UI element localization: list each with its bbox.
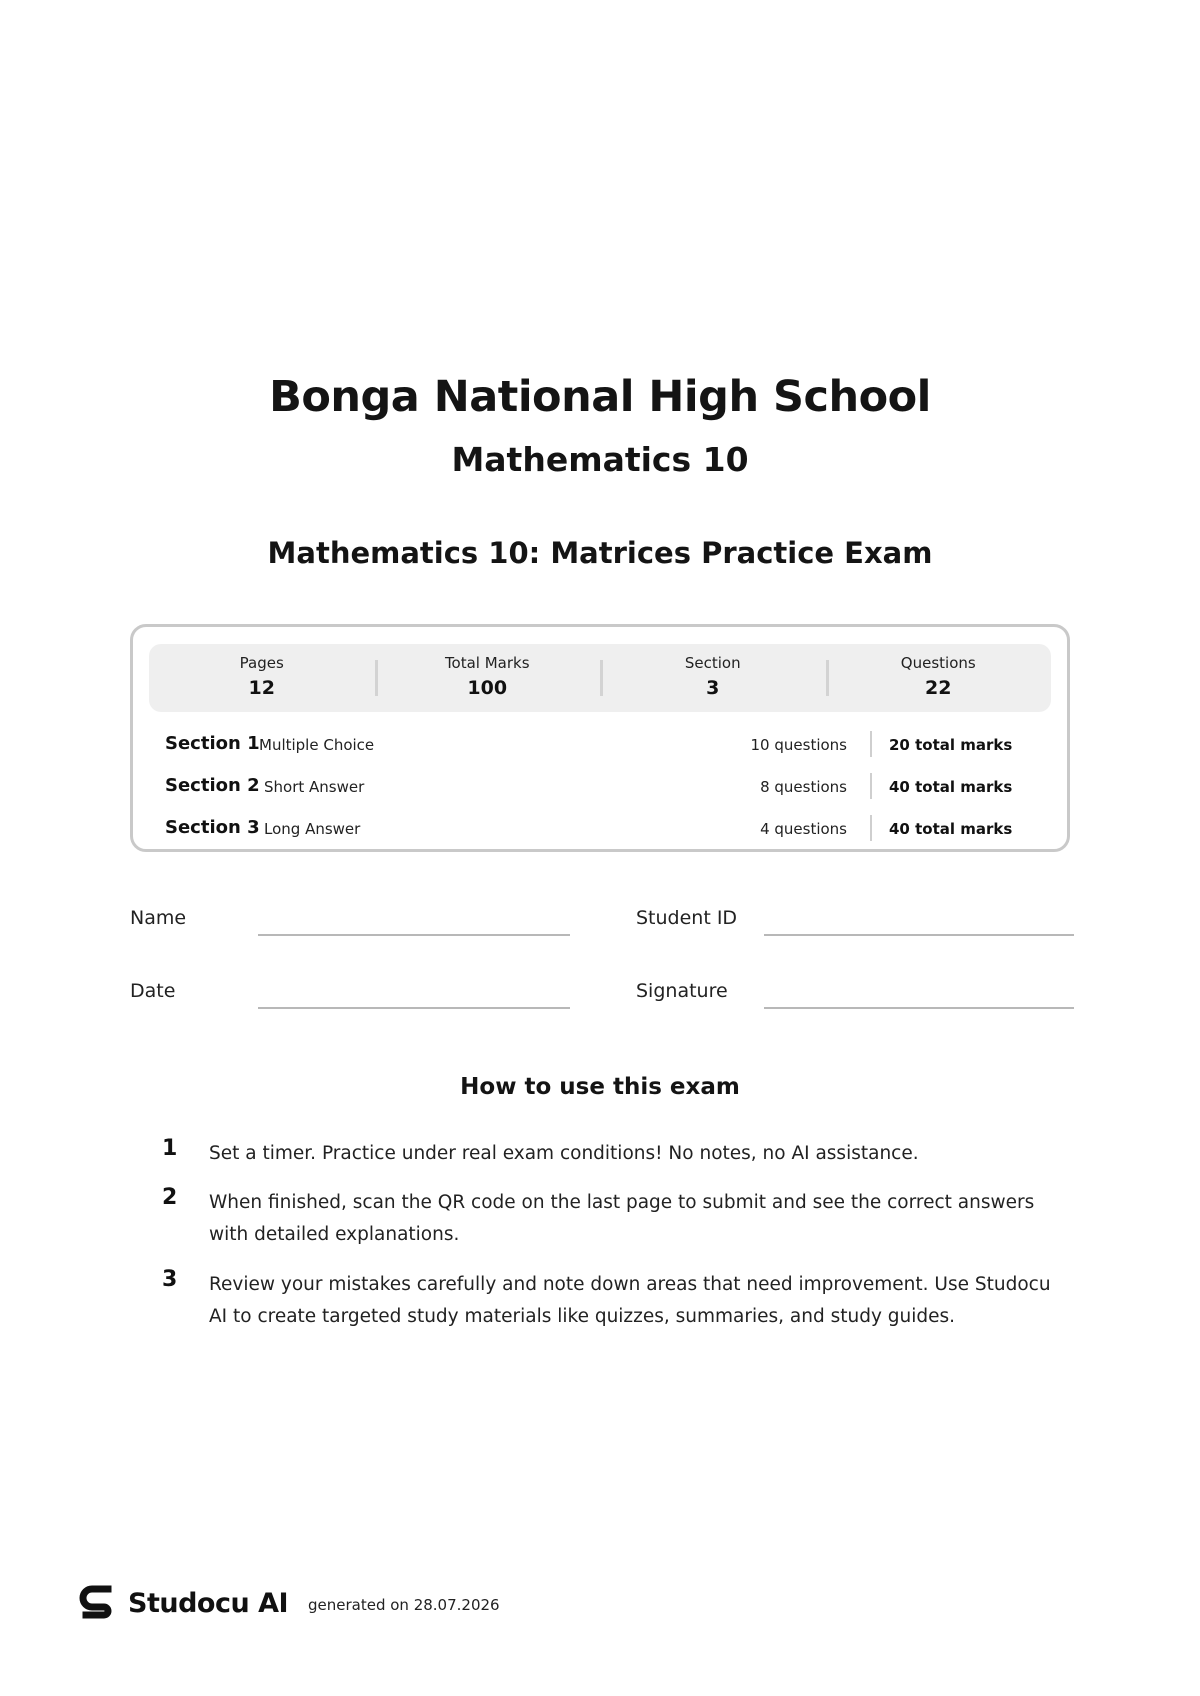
section-question-count: 4 questions — [760, 820, 847, 838]
date-label: Date — [130, 980, 176, 1002]
section-divider — [870, 815, 872, 841]
section-marks: 40 total marks — [889, 820, 1013, 838]
instructions-title: How to use this exam — [460, 1074, 740, 1100]
name-field[interactable] — [258, 934, 570, 936]
studocu-logo-icon — [78, 1585, 118, 1623]
section-type: Long Answer — [264, 820, 361, 838]
section-question-count: 10 questions — [750, 736, 847, 754]
school-name: Bonga National High School — [269, 372, 931, 422]
section-marks: 20 total marks — [889, 736, 1013, 754]
stat-pages — [149, 644, 375, 712]
section-row-2 — [165, 773, 1037, 801]
date-field[interactable] — [258, 1007, 570, 1009]
stat-sections — [600, 644, 826, 712]
section-name: Section 3 — [165, 817, 260, 838]
section-type: Short Answer — [264, 778, 365, 796]
signature-label: Signature — [636, 980, 728, 1002]
stat-label: Section — [684, 654, 741, 672]
generated-date: generated on 28.07.2026 — [308, 1596, 500, 1614]
section-name: Section 2 — [165, 775, 260, 796]
section-type: Multiple Choice — [259, 736, 375, 754]
exam-title: Mathematics 10: Matrices Practice Exam — [267, 536, 933, 570]
stat-questions — [826, 644, 1052, 712]
stat-value: 3 — [706, 677, 720, 699]
step-text: Set a timer. Practice under real exam conditions! No notes, no AI assistance. — [209, 1143, 919, 1164]
student-id-field[interactable] — [764, 934, 1074, 936]
section-name: Section 1 — [165, 733, 260, 754]
signature-field[interactable] — [764, 1007, 1074, 1009]
section-row-1 — [165, 731, 1037, 759]
stat-value: 100 — [467, 677, 508, 699]
stat-total-marks — [375, 644, 601, 712]
stat-label: Questions — [900, 654, 976, 672]
section-row-3 — [165, 815, 1037, 843]
step-number: 3 — [162, 1267, 178, 1292]
brand-name: Studocu AI — [128, 1588, 289, 1619]
section-marks: 40 total marks — [889, 778, 1013, 796]
stat-label: Pages — [239, 654, 284, 672]
subject-title: Mathematics 10 — [451, 440, 749, 479]
exam-stats-bar — [149, 644, 1051, 712]
section-question-count: 8 questions — [760, 778, 847, 796]
name-label: Name — [130, 907, 187, 929]
stat-value: 12 — [248, 677, 275, 699]
exam-summary-box — [130, 624, 1070, 852]
student-id-label: Student ID — [636, 907, 738, 929]
step-number: 1 — [162, 1136, 178, 1161]
stat-value: 22 — [925, 677, 952, 699]
section-divider — [870, 773, 872, 799]
section-divider — [870, 731, 872, 757]
stat-label: Total Marks — [444, 654, 530, 672]
step-number: 2 — [162, 1185, 178, 1210]
step-text: When finished, scan the QR code on the last page to submit and see the correct answers with detailed explanations. — [209, 1192, 1035, 1245]
step-text: Review your mistakes carefully and note down areas that need improvement. Use Studocu AI to create targeted study materials like quizzes, summaries, and study guides. — [209, 1274, 1051, 1327]
